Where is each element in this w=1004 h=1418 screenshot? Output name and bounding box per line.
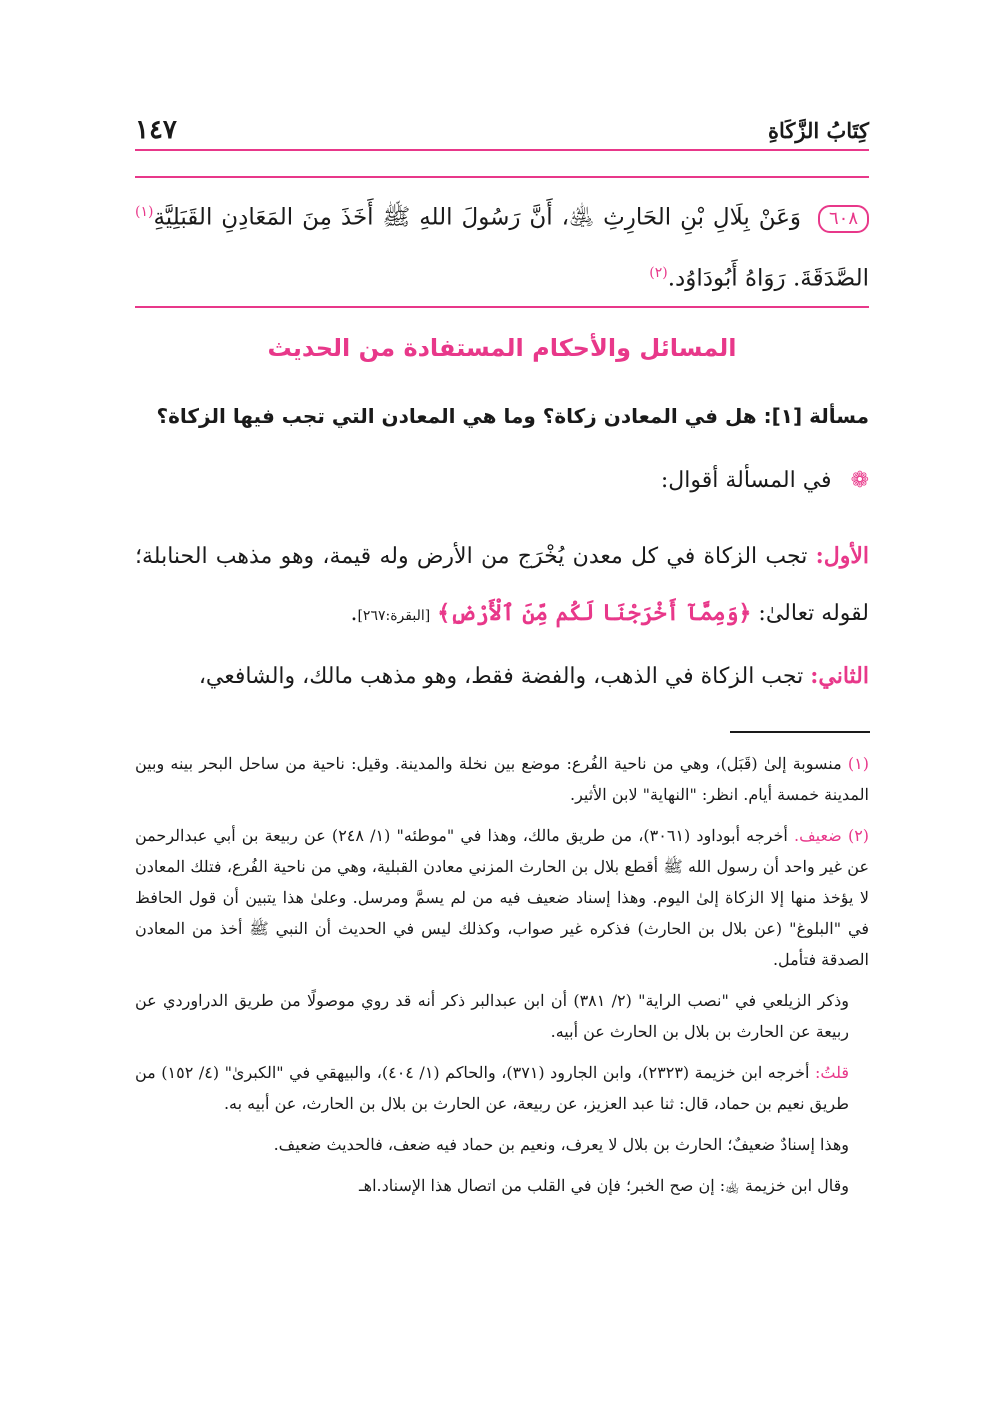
opinion-label: الثاني: [810, 663, 869, 689]
question-label: مسألة [١]: [763, 404, 869, 428]
footnote-mark: (١) [847, 754, 869, 773]
question-heading [135, 404, 869, 428]
opinion-second [135, 648, 869, 705]
footnote-khuzayma-paragraph: وقال ابن خزيمة ﵀: إن صح الخبر؛ فإن في القلب من اتصال هذا الإسناد.اهـ [358, 1176, 849, 1195]
hadith-bottom-rule [135, 306, 869, 308]
footnote-zaylai-paragraph: وذكر الزيلعي في "نصب الراية" (٢/ ٣٨١) أن ابن عبدالبر ذكر أنه قد روي موصولًا من طريق الدراوردي عن ربيعة عن الحارث بن بلال بن الحارث عن أبيه. [135, 991, 849, 1041]
opinion-label: الأول: [815, 543, 869, 569]
footnote-2 [135, 820, 869, 975]
verse-reference: [البقرة:٢٦٧] [357, 608, 431, 624]
opinion-text: تجب الزكاة في كل معدن يُخْرَج من الأرض وله قيمة، وهو مذهب الحنابلة؛ لقوله تعالىٰ: [135, 544, 869, 626]
intro-text: في المسألة أقوال: [660, 468, 832, 493]
footnote-separator [730, 731, 870, 733]
flower-ornament-icon: ❁ [850, 468, 869, 493]
footnote-ref-1[interactable]: (١) [135, 204, 154, 220]
intro-line [135, 468, 869, 493]
footnote-text: أخرجه أبوداود (٣٠٦١)، من طريق مالك، وهذا في "موطئه" (١/ ٢٤٨) عن ربيعة بن أبي عبدالرحمن عن غير واحد أن رسول الله ﷺ أقطع بلال بن الحارث المزني معادن القبلية، وهي من ناحية الفُرع، فتلك المعادن لا يؤخذ منها إلا الزكاة إلىٰ اليوم. وهذا إسناد ضعيف فيه من لم يسمَّ ومرسل. وعلىٰ هذا يتبين أن قول الحافظ في "البلوغ" (عن بلال بن الحارث) فذكره غير صواب، وكذلك ليس في الحديث أن النبي ﷺ أخذ من المعادن الصدقة فتأمل. [135, 826, 870, 969]
opinion-first [135, 528, 869, 644]
footnote-1 [135, 748, 869, 810]
qultu-label: قلتُ: [814, 1063, 850, 1082]
header-rule [135, 149, 869, 151]
opinions [135, 528, 869, 705]
opinion-end: . [350, 601, 358, 626]
page-number: ١٤٧ [135, 115, 177, 145]
quran-verse: ﴿وَمِمَّآ أَخْرَجْنَا لَكُم مِّنَ ٱلْأَرْضِ﴾ [437, 600, 752, 626]
footnote-weak-paragraph: وهذا إسنادٌ ضعيفٌ؛ الحارث بن بلال لا يعرف، ونعيم بن حماد فيه ضعف، فالحديث ضعيف. [273, 1135, 849, 1154]
hadith-text-part1: وَعَنْ بِلَالِ بْنِ الحَارِثِ ﵁، أَنَّ رَسُولَ اللهِ ﷺ أَخَذَ مِنَ المَعَادِنِ القَبَلِيَّةِ [153, 204, 802, 231]
hadith-number-badge: ٦٠٨ [818, 205, 869, 233]
hadith-text-part2: الصَّدَقَةَ. رَوَاهُ أَبُودَاوُد. [667, 265, 869, 292]
footnotes [135, 748, 869, 1211]
running-header [135, 112, 869, 148]
hadith-top-rule [135, 176, 869, 178]
section-title: المسائل والأحكام المستفادة من الحديث [267, 334, 737, 362]
hadith-grade: ضعيف. [793, 826, 842, 845]
book-title: كِتَابُ الزَّكَاةِ [767, 117, 869, 143]
footnote-text: منسوبة إلىٰ (قَبَل)، وهي من ناحية الفُرع: موضع بين نخلة والمدينة. وقيل: ناحية من ساحل البحر بينه وبين المدينة خمسة أيام. انظر: "النهاية" لابن الأثير. [135, 754, 869, 804]
footnote-mark: (٢) [847, 826, 870, 845]
opinion-text: تجب الزكاة في الذهب، والفضة فقط، وهو مذهب مالك، والشافعي، [198, 664, 804, 689]
question-text: هل في المعادن زكاة؟ وما هي المعادن التي تجب فيها الزكاة؟ [156, 404, 757, 428]
hadith-text [135, 185, 869, 306]
footnote-qultu-paragraph [135, 1057, 869, 1119]
qultu-text: أخرجه ابن خزيمة (٢٣٢٣)، وابن الجارود (٣٧١)، والحاكم (١/ ٤٠٤)، والبيهقي في "الكبرىٰ" (٤/ ١٥٢) من طريق نعيم بن حماد، قال: ثنا عبد العزيز، عن ربيعة، عن الحارث بن بلال بن الحارث، عن أبيه به. [135, 1063, 849, 1113]
footnote-ref-2[interactable]: (٢) [649, 264, 668, 281]
